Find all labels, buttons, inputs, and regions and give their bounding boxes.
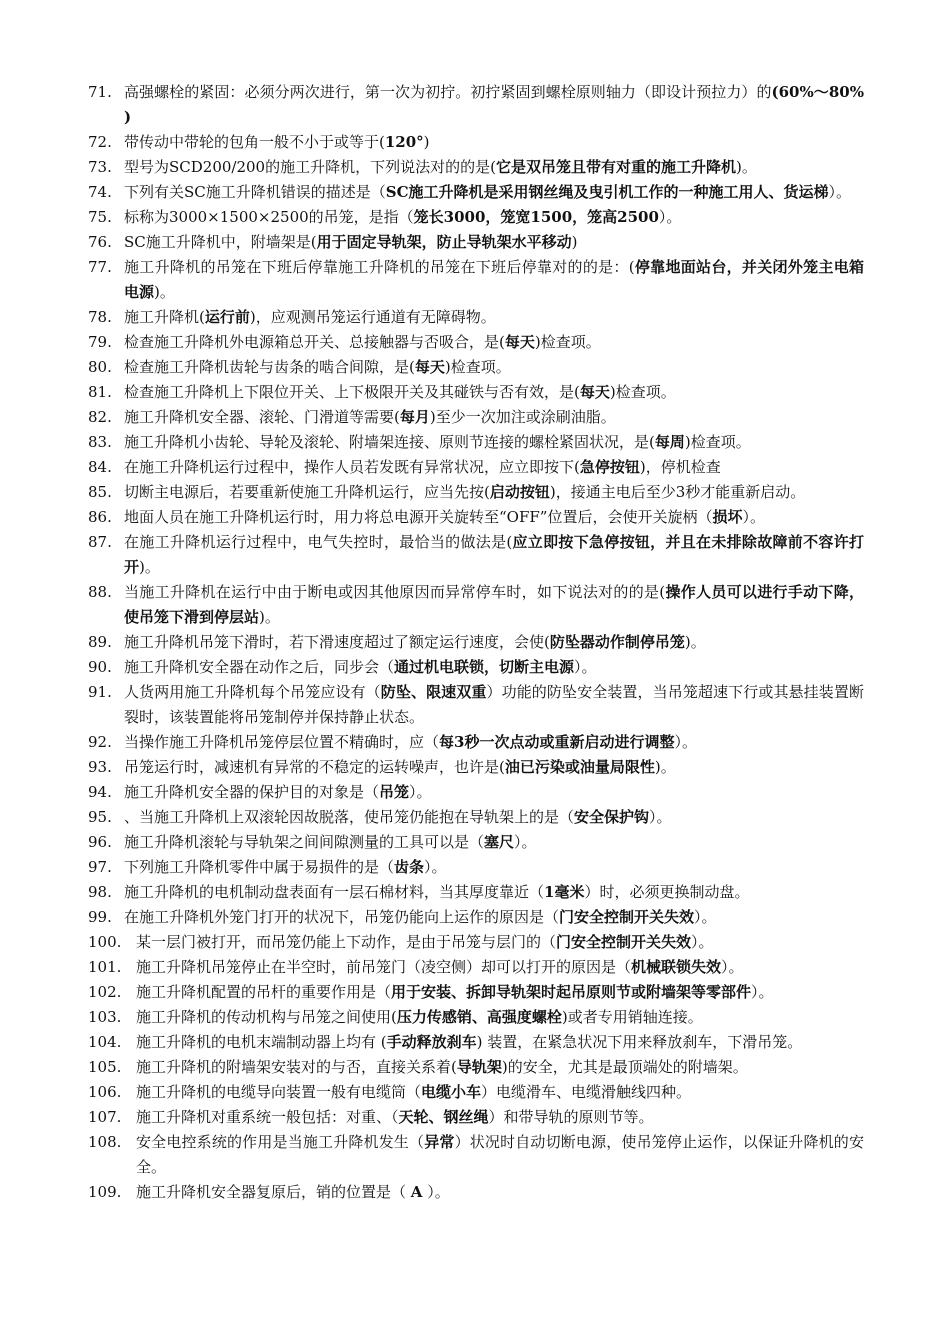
question-stem: 在施工升降机运行过程中，操作人员若发既有异常状况，应立即按下( [124,458,580,476]
question-text [124,355,864,380]
answer-text: SC施工升降机是采用钢丝绳及曳引机工作的一种施工用人、货运梯 [385,183,829,201]
answer-text: 每天 [414,358,445,376]
question-item [88,955,864,980]
answer-text: 120° [384,133,424,151]
question-text [136,1180,864,1205]
question-tail: )至少一次加注或涂刷油脂。 [429,408,616,426]
answer-text: 1毫米 [544,883,585,901]
question-number: 74. [88,183,112,201]
question-stem: 施工升降机安全器、滚轮、门滑道等需要( [124,408,400,426]
question-text [136,1080,864,1105]
question-number: 92. [88,733,112,751]
question-tail: )。 [259,608,280,626]
answer-text: 每天 [579,383,610,401]
question-tail: ）。 [649,808,672,826]
question-text [136,1030,864,1055]
question-text [124,255,864,305]
answer-text: 每天 [504,333,535,351]
question-text [124,230,864,255]
question-stem: 施工升降机的附墙架安装对的与否，直接关系着( [136,1058,457,1076]
question-stem: 安全电控系统的作用是当施工升降机发生（ [136,1133,425,1151]
question-item [88,355,864,380]
question-item [88,255,864,305]
question-number: 79. [88,333,112,351]
question-item [88,130,864,155]
answer-text: 用于安装、拆卸导轨架时起吊原则节或附墙架等零部件 [391,983,752,1001]
question-item [88,930,864,955]
answer-text: 急停按钮 [579,458,640,476]
question-text [136,1130,864,1180]
answer-text: 机械联锁失效 [631,958,722,976]
question-item [88,1105,864,1130]
question-item [88,530,864,580]
question-item [88,730,864,755]
question-number: 73. [88,158,112,176]
question-text [136,1005,864,1030]
question-number: 97. [88,858,112,876]
question-stem: 型号为SCD200/200的施工升降机，下列说法对的的是( [124,158,496,176]
question-text [124,155,864,180]
answer-text: 油已污染或油量局限性 [504,758,655,776]
question-text [136,955,864,980]
question-stem: 在施工升降机外笼门打开的状况下，吊笼仍能向上运作的原因是（ [124,908,560,926]
question-text [124,780,864,805]
answer-text: 启动按钮 [489,483,550,501]
question-text [124,855,864,880]
question-tail: ）时，必须更换制动盘。 [584,883,750,901]
question-stem: 检查施工升降机上下限位开关、上下极限开关及其碰铁与否有效，是( [124,383,580,401]
question-item [88,380,864,405]
question-tail: ）电缆滑车、电缆滑触线四种。 [481,1083,692,1101]
question-stem: 施工升降机的电机末端制动器上均有 ( [136,1033,387,1051]
question-text [124,630,864,655]
question-text [136,1105,864,1130]
question-item [88,905,864,930]
question-number: 85. [88,483,112,501]
question-stem: 施工升降机的传动机构与吊笼之间使用( [136,1008,397,1026]
question-stem: 地面人员在施工升降机运行时，用力将总电源开关旋转至“OFF”位置后，会使开关旋柄（ [124,508,713,526]
question-tail: ）功能的防坠安全装置，当吊笼超速下行或其悬挂装置断裂时，该装置能将吊笼制停并保持静止状态。 [124,683,864,726]
question-item [88,880,864,905]
question-stem: 施工升降机安全器复原后，销的位置是（ [136,1183,411,1201]
answer-text: 天轮、钢丝绳 [398,1108,489,1126]
answer-text: 用于固定导轨架，防止导轨架水平移动 [316,233,572,251]
question-tail: ）。 [658,208,682,226]
answer-text: 运行前 [204,308,250,326]
question-item [88,1055,864,1080]
question-number: 99. [88,908,112,926]
question-item [88,1130,864,1180]
question-text [124,130,864,155]
question-number: 88. [88,583,112,601]
question-number: 94. [88,783,112,801]
question-item [88,230,864,255]
question-item [88,680,864,730]
question-number: 107. [88,1108,122,1126]
answer-text: 笼长3000，笼宽1500，笼高2500 [413,208,659,226]
answer-text: 吊笼 [379,783,410,801]
question-tail: ) [571,233,578,251]
question-item [88,755,864,780]
question-item [88,180,864,205]
question-text [124,80,864,130]
question-stem: 施工升降机安全器的保护目的对象是（ [124,783,380,801]
question-item [88,430,864,455]
question-stem: 下列施工升降机零件中属于易损件的是（ [124,858,395,876]
question-tail: )或者专用销轴连接。 [561,1008,703,1026]
question-number: 93. [88,758,112,776]
question-item [88,780,864,805]
answer-text: 每月 [399,408,430,426]
question-number: 76. [88,233,112,251]
question-item [88,80,864,130]
answer-text: 防坠、限速双重 [380,683,487,701]
question-stem: 施工升降机对重系统一般包括：对重、（ [136,1108,399,1126]
question-text [124,455,864,480]
question-tail: ）。 [828,183,852,201]
question-stem: 施工升降机配置的吊杆的重要作用是（ [136,983,392,1001]
answer-text: 异常 [424,1133,455,1151]
question-item [88,305,864,330]
question-number: 109. [88,1183,122,1201]
question-tail: )检查项。 [684,433,751,451]
question-stem: 施工升降机的电缆导向装置一般有电缆筒（ [136,1083,422,1101]
answer-text: 门安全控制开关失效 [559,908,695,926]
answer-text: 塞尺 [484,833,515,851]
question-item [88,980,864,1005]
answer-text: 安全保护钩 [574,808,650,826]
question-tail: ）和带导轨的原则节等。 [488,1108,654,1126]
question-text [124,380,864,405]
question-stem: 施工升降机小齿轮、导轮及滚轮、附墙架连接、原则节连接的螺栓紧固状况，是( [124,433,655,451]
question-item [88,580,864,630]
question-item [88,405,864,430]
question-stem: 标称为3000×1500×2500的吊笼，是指（ [124,208,414,226]
question-number: 103. [88,1008,122,1026]
question-text [136,1055,864,1080]
question-list [88,80,864,1205]
question-text [124,205,864,230]
question-tail: ) 装置，在紧急状况下用来释放刹车，下滑吊笼。 [476,1033,803,1051]
question-number: 84. [88,458,112,476]
question-item [88,655,864,680]
answer-text: 齿条 [394,858,425,876]
question-text [124,830,864,855]
question-number: 100. [88,933,122,951]
question-stem: 下列有关SC施工升降机错误的描述是（ [124,183,386,201]
question-text [124,180,864,205]
question-tail: ）。 [674,733,697,751]
question-stem: 、当施工升降机上双滚轮因故脱落，使吊笼仍能抱在导轨架上的是（ [124,808,575,826]
question-stem: 某一层门被打开，而吊笼仍能上下动作，是由于吊笼与层门的（ [136,933,557,951]
question-stem: 当施工升降机在运行中由于断电或因其他原因而异常停车时，如下说法对的的是( [124,583,666,601]
question-number: 89. [88,633,112,651]
question-tail: )，接通主电后至少3秒才能重新启动。 [549,483,806,501]
answer-text: (60%～80% ) [124,83,864,126]
question-text [124,305,864,330]
question-stem: 吊笼运行时，减速机有异常的不稳定的运转噪声，也许是( [124,758,505,776]
question-text [124,905,864,930]
question-number: 91. [88,683,112,701]
answer-text: 压力传感销、高强度螺栓 [396,1008,562,1026]
question-stem: 施工升降机的电机制动盘表面有一层石棉材料，当其厚度靠近（ [124,883,545,901]
question-stem: SC施工升降机中，附墙架是( [124,233,317,251]
question-stem: 施工升降机( [124,308,205,326]
question-text [124,755,864,780]
answer-text: 它是双吊笼且带有对重的施工升降机 [495,158,736,176]
question-item [88,855,864,880]
answer-text: 停靠地面站台，并关闭外笼主电箱电源 [124,258,864,301]
question-number: 95. [88,808,112,826]
question-number: 101. [88,958,122,976]
question-tail: )。 [735,158,757,176]
answer-text: 防坠器动作制停吊笼 [549,633,685,651]
question-tail: )的安全，尤其是最顶端处的附墙架。 [501,1058,748,1076]
question-text [124,655,864,680]
answer-text: 通过机电联锁，切断主电源 [394,658,575,676]
question-tail: ）。 [514,833,537,851]
question-tail: ）。 [694,908,717,926]
answer-text: 门安全控制开关失效 [556,933,692,951]
question-number: 108. [88,1133,122,1151]
question-text [136,930,864,955]
question-stem: 检查施工升降机齿轮与齿条的啮合间隙，是( [124,358,415,376]
question-item [88,630,864,655]
question-tail: )。 [654,758,676,776]
question-item [88,1180,864,1205]
answer-text: 电缆小车 [421,1083,482,1101]
question-tail: )，应观测吊笼运行通道有无障碍物。 [249,308,496,326]
question-stem: 施工升降机吊笼下滑时，若下滑速度超过了额定运行速度，会使( [124,633,550,651]
question-item [88,480,864,505]
question-tail: ）。 [574,658,597,676]
question-number: 81. [88,383,112,401]
question-tail: ）。 [424,858,447,876]
question-tail: )检查项。 [609,383,676,401]
question-text [124,530,864,580]
question-item [88,1080,864,1105]
question-tail: ）。 [691,933,714,951]
question-tail: ) [423,133,430,151]
question-text [136,980,864,1005]
question-item [88,205,864,230]
question-text [124,405,864,430]
question-tail: ）。 [409,783,432,801]
question-stem: 高强螺栓的紧固：必须分两次进行，第一次为初拧。初拧紧固到螺栓原则轴力（即设计预拉力）的 [124,83,772,101]
question-number: 77. [88,258,112,276]
question-stem: 人货两用施工升降机每个吊笼应设有（ [124,683,381,701]
question-number: 72. [88,133,112,151]
question-stem: 施工升降机滚轮与导轨架之间间隙测量的工具可以是（ [124,833,485,851]
question-tail: )检查项。 [534,333,601,351]
question-text [124,580,864,630]
question-stem: 检查施工升降机外电源箱总开关、总接触器与否吸合，是( [124,333,505,351]
question-tail: ）。 [751,983,774,1001]
question-tail: ）。 [742,508,765,526]
question-number: 105. [88,1058,122,1076]
question-stem: 在施工升降机运行过程中，电气失控时，最恰当的做法是( [124,533,513,551]
question-stem: 施工升降机吊笼停止在半空时，前吊笼门（凌空侧）却可以打开的原因是（ [136,958,632,976]
question-number: 90. [88,658,112,676]
question-text [124,330,864,355]
question-text [124,505,864,530]
question-item [88,1030,864,1055]
question-number: 71. [88,83,112,101]
answer-text: 每周 [654,433,685,451]
question-number: 78. [88,308,112,326]
question-item [88,1005,864,1030]
question-item [88,505,864,530]
question-number: 87. [88,533,112,551]
question-stem: 切断主电源后，若要重新使施工升降机运行，应当先按( [124,483,490,501]
question-number: 75. [88,208,112,226]
question-number: 82. [88,408,112,426]
question-tail: )。 [684,633,706,651]
answer-text: 操作人员可以进行手动下降，使吊笼下滑到停层站 [124,583,864,626]
question-number: 102. [88,983,122,1001]
question-number: 104. [88,1033,122,1051]
answer-text: 每3秒一次点动或重新启动进行调整 [439,733,675,751]
question-text [124,805,864,830]
question-stem: 施工升降机的吊笼在下班后停靠施工升降机的吊笼在下班后停靠对的的是：( [124,258,635,276]
question-stem: 带传动中带轮的包角一般不小于或等于( [124,133,385,151]
question-number: 106. [88,1083,122,1101]
question-tail: ）。 [721,958,744,976]
question-text [124,730,864,755]
question-item [88,330,864,355]
answer-text: 手动释放刹车 [386,1033,477,1051]
question-number: 83. [88,433,112,451]
question-number: 96. [88,833,112,851]
question-tail: ）。 [422,1183,450,1201]
answer-text: 损坏 [712,508,743,526]
question-number: 80. [88,358,112,376]
answer-text: A [410,1183,423,1201]
question-number: 98. [88,883,112,901]
answer-text: 应立即按下急停按钮，并且在未排除故障前不容许打开 [124,533,864,576]
question-item [88,805,864,830]
question-item [88,155,864,180]
question-tail: )检查项。 [444,358,511,376]
question-tail: )。 [139,558,160,576]
question-tail: )，停机检查 [639,458,721,476]
question-item [88,830,864,855]
question-item [88,455,864,480]
question-tail: )。 [154,283,175,301]
question-number: 86. [88,508,112,526]
question-text [124,480,864,505]
question-text [124,430,864,455]
question-text [124,680,864,730]
question-stem: 当操作施工升降机吊笼停层位置不精确时，应（ [124,733,440,751]
question-tail: ）状况时自动切断电源，使吊笼停止运作，以保证升降机的安全。 [136,1133,864,1176]
question-text [124,880,864,905]
question-stem: 施工升降机安全器在动作之后，同步会（ [124,658,395,676]
answer-text: 导轨架 [456,1058,502,1076]
